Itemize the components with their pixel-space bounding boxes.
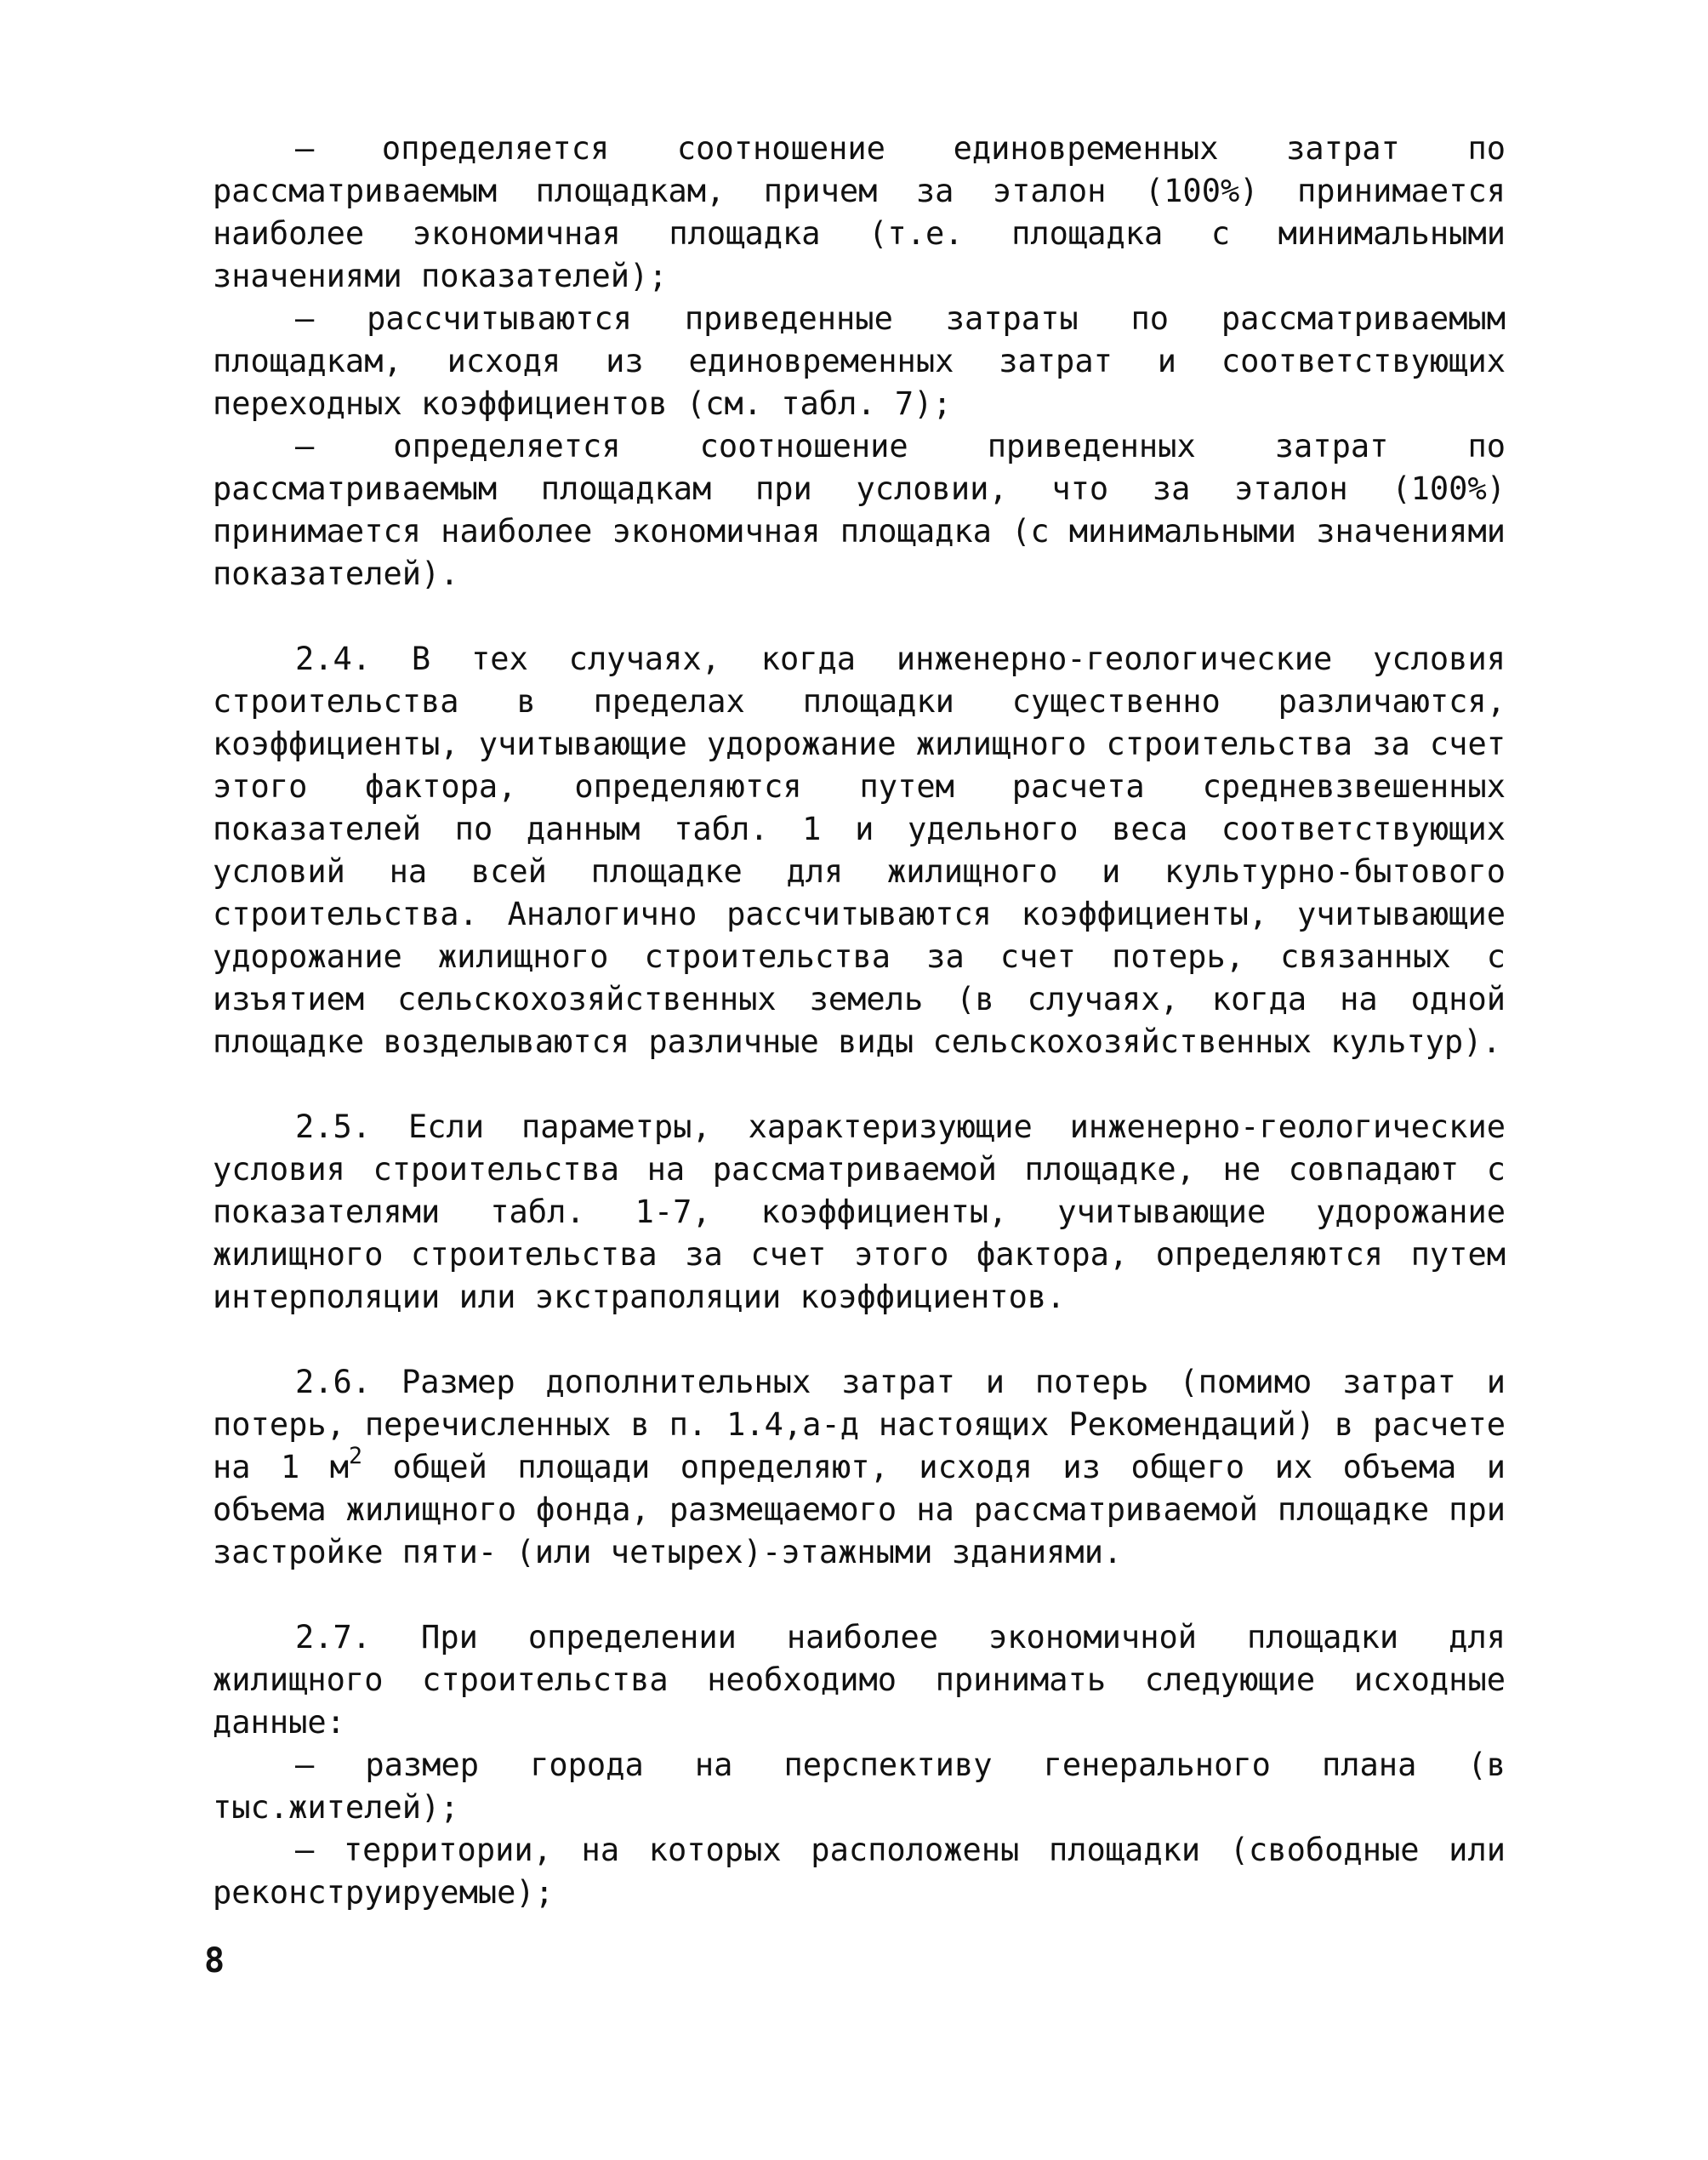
superscript-2: 2 xyxy=(349,1442,363,1469)
paragraph-bullet-3: – определяется соотношение приведенных затрат по рассматриваемым площадкам при условии, что за эталон (100%) принимается наиболее экономичная площадка (с минимальными значениями показателей). xyxy=(213,428,1506,592)
section-2-6-text-end: общей площади определяют, исходя из общего их объема и объема жилищного фонда, размещаемого на рассматриваемой площадке при застройке пяти- (или четырех)-этажными зданиями. xyxy=(213,1449,1506,1570)
body-text xyxy=(213,128,1506,1914)
paragraph-bullet-1: – определяется соотношение единовременных затрат по рассматриваемым площадкам, причем за эталон (100%) принимается наиболее экономичная площадка (т.е. площадка с минимальными значениями показателей); xyxy=(213,130,1506,294)
paragraph-bullet-4: – размер города на перспективу генерального плана (в тыс.жителей); xyxy=(213,1747,1506,1826)
paragraph-bullet-5: – территории, на которых расположены площадки (свободные или реконструируемые); xyxy=(213,1832,1506,1911)
paragraph-section-2-7: 2.7. При определении наиболее экономичной площадки для жилищного строительства необходимо принимать следующие исходные данные: xyxy=(213,1619,1506,1741)
section-2-6-text-start: 2.6. Размер дополнительных затрат и потерь (помимо затрат и потерь, перечисленных в п. 1.4,а-д настоящих Рекомендаций) в расчете на 1 м xyxy=(213,1364,1506,1485)
paragraph-section-2-6 xyxy=(213,1361,1506,1574)
page-number: 8 xyxy=(204,1941,225,1980)
paragraph-section-2-4: 2.4. В тех случаях, когда инженерно-геологические условия строительства в пределах площадки существенно различаются, коэффициенты, учитывающие удорожание жилищного строительства за счет этого фактора, определяются путем расчета средневзвешенных показателей по данным табл. 1 и удельного веса соответствующих условий на всей площадке для жилищного и культурно-бытового строительства. Аналогично рассчитываются коэффициенты, учитывающие удорожание жилищного строительства за счет потерь, связанных с изъятием сельскохозяйственных земель (в случаях, когда на одной площадке возделываются различные виды сельскохозяйственных культур). xyxy=(213,641,1506,1060)
paragraph-bullet-2: – рассчитываются приведенные затраты по рассматриваемым площадкам, исходя из единовременных затрат и соответствующих переходных коэффициентов (см. табл. 7); xyxy=(213,300,1506,422)
paragraph-section-2-5: 2.5. Если параметры, характеризующие инженерно-геологические условия строительства на рассматриваемой площадке, не совпадают с показателями табл. 1-7, коэффициенты, учитывающие удорожание жилищного строительства за счет этого фактора, определяются путем интерполяции или экстраполяции коэффициентов. xyxy=(213,1108,1506,1315)
